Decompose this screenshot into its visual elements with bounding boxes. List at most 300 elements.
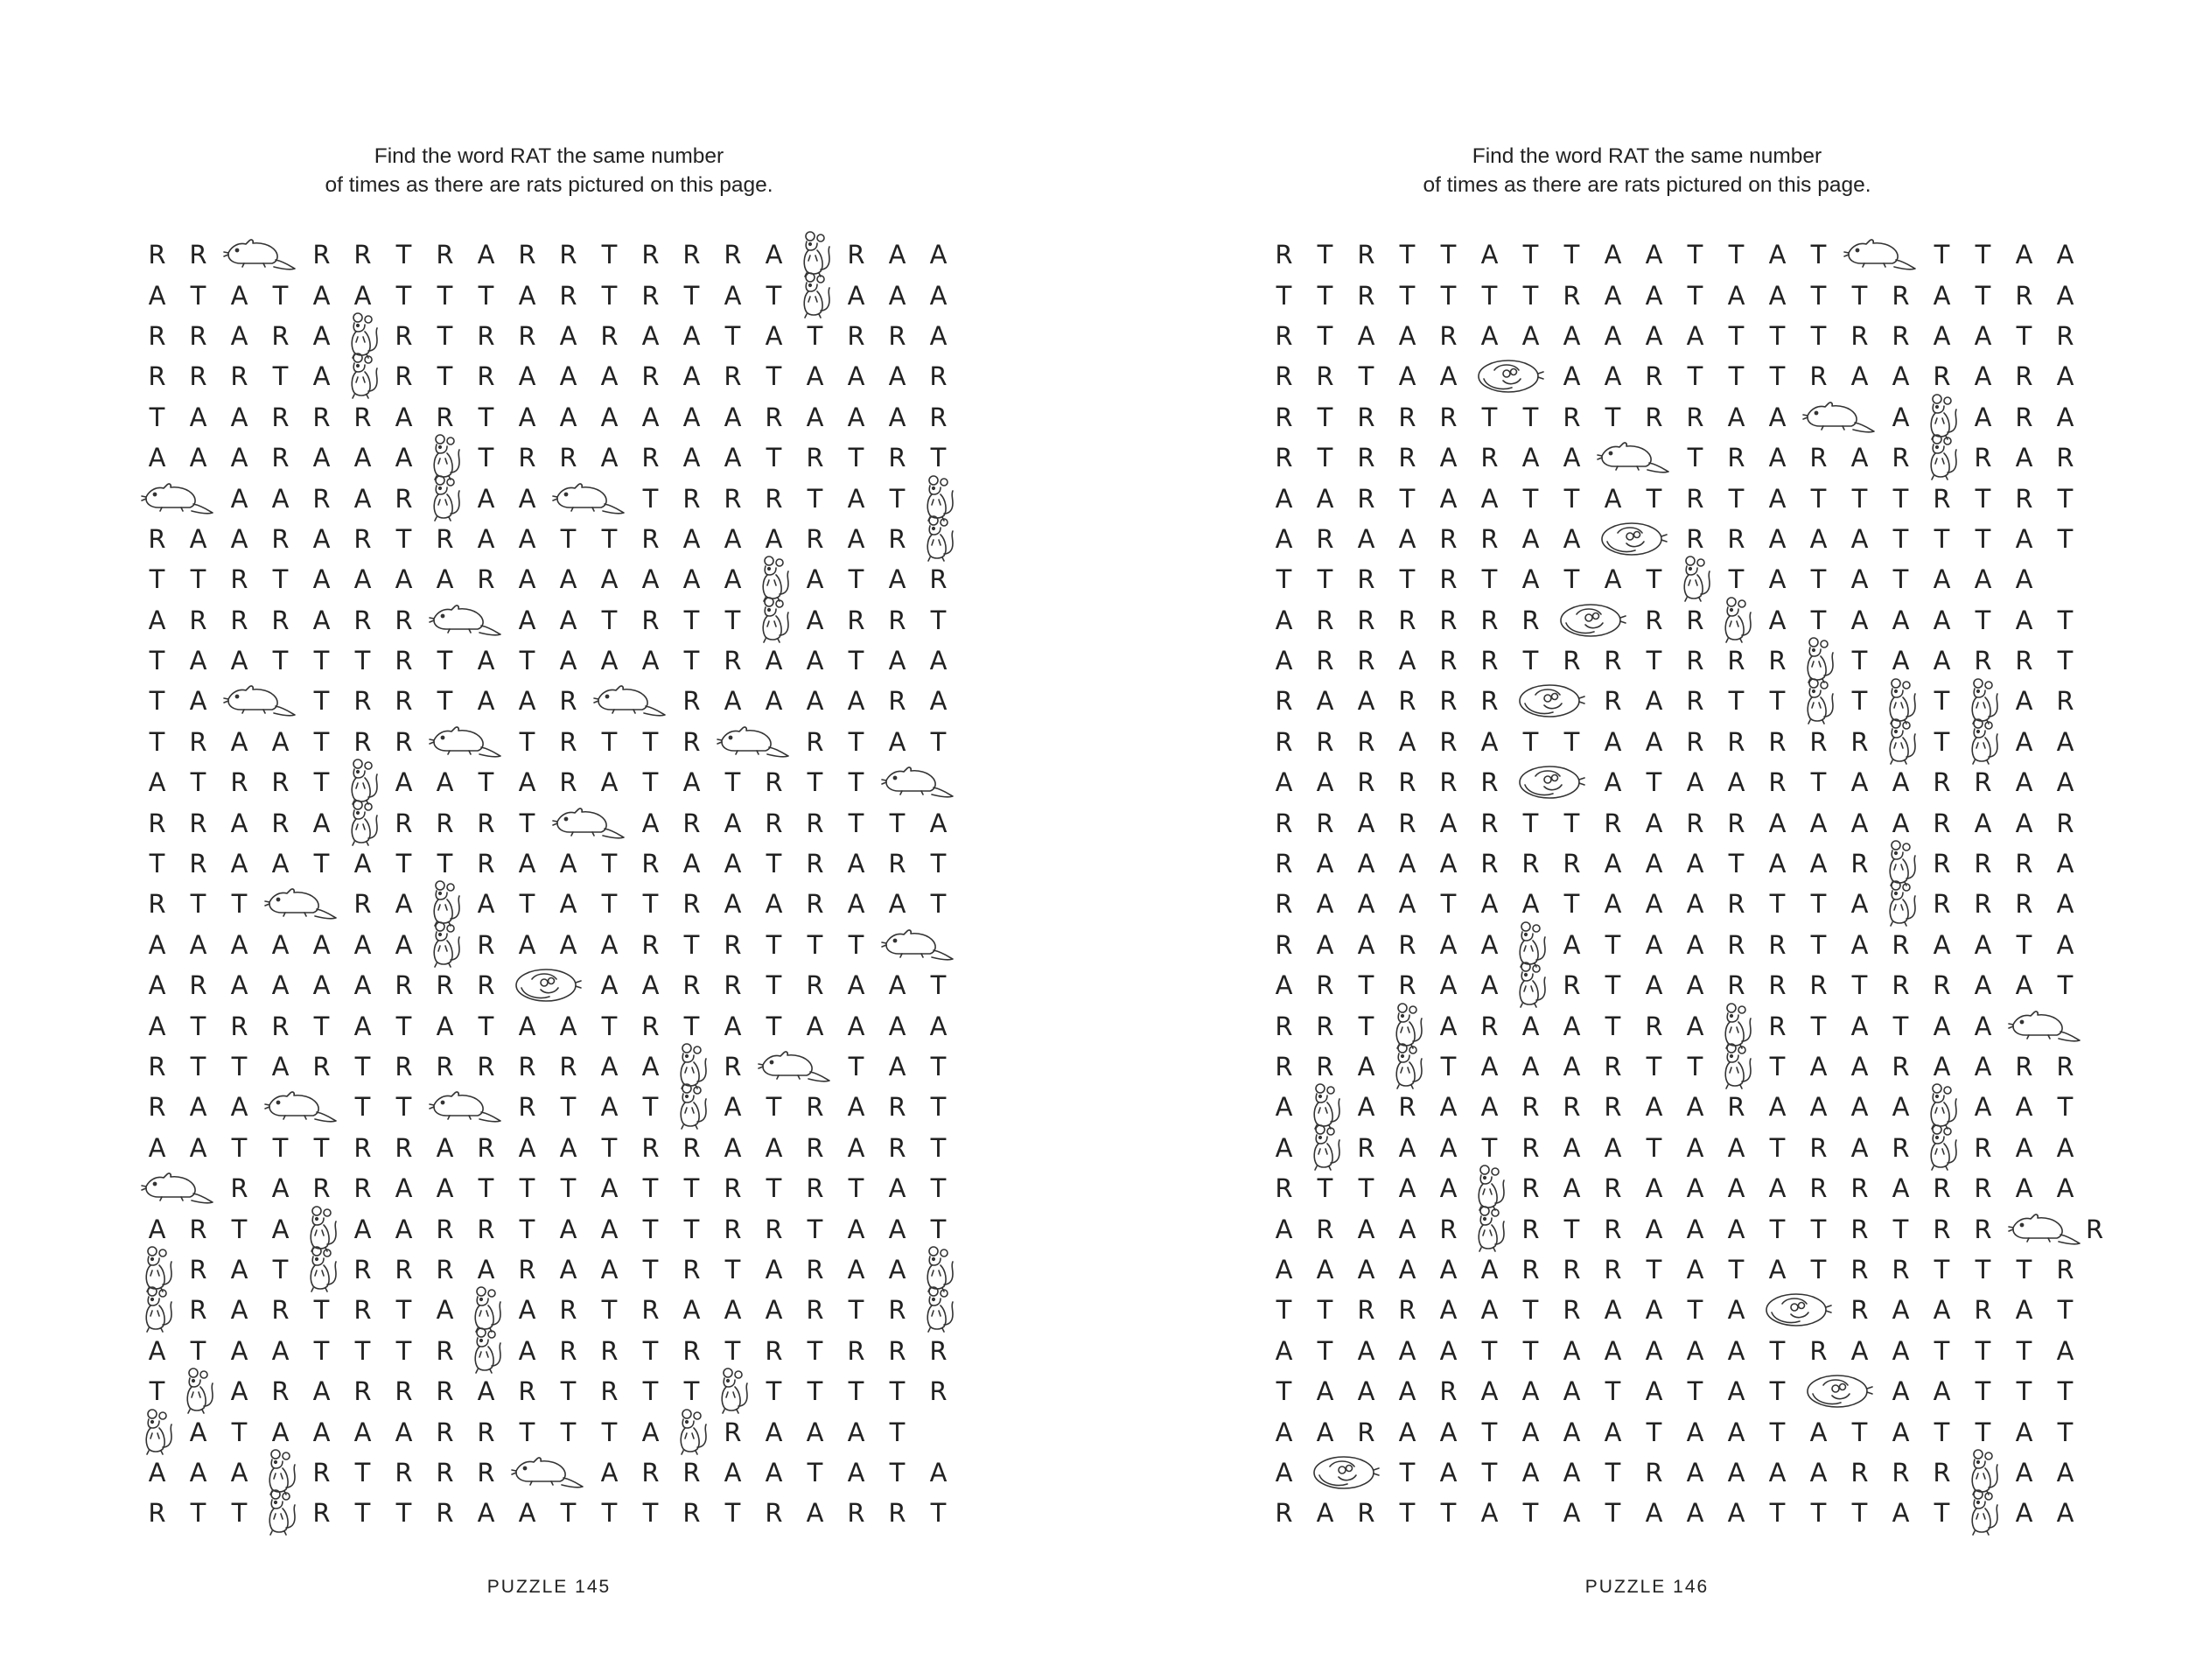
grid-letter: R — [436, 808, 454, 838]
grid-letter: T — [766, 849, 782, 879]
grid-letter: T — [190, 1011, 206, 1041]
grid-letter: A — [724, 564, 742, 595]
grid-letter: T — [1769, 686, 1786, 717]
grid-letter: T — [1810, 1498, 1827, 1529]
grid-letter: R — [1521, 849, 1540, 879]
grid-letter: R — [765, 1335, 783, 1366]
grid-letter: A — [1974, 929, 1992, 960]
grid-letter: A — [436, 1295, 454, 1326]
grid-letter: R — [230, 1173, 248, 1204]
grid-letter: R — [189, 605, 207, 635]
grid-letter: A — [1645, 1092, 1663, 1123]
grid-letter: T — [642, 1254, 659, 1284]
grid-letter: A — [1480, 929, 1499, 960]
grid-letter: A — [395, 929, 413, 960]
rat-sitting-icon — [1387, 1005, 1428, 1046]
grid-letter: A — [888, 402, 906, 432]
grid-letter: R — [477, 808, 495, 838]
grid-letter: R — [888, 443, 906, 473]
grid-letter: R — [1974, 646, 1992, 676]
grid-letter: R — [312, 483, 331, 514]
grid-letter: T — [1892, 1214, 1909, 1244]
grid-letter: A — [765, 889, 783, 920]
grid-letter: A — [641, 1417, 660, 1447]
grid-letter: R — [682, 808, 701, 838]
grid-letter: A — [929, 646, 948, 676]
grid-letter: R — [888, 1132, 906, 1163]
grid-letter: A — [1604, 1295, 1622, 1326]
grid-letter: A — [1892, 1498, 1910, 1529]
grid-letter: A — [189, 402, 207, 432]
grid-letter: A — [559, 402, 577, 432]
grid-letter: R — [1933, 808, 1951, 838]
grid-letter: A — [395, 443, 413, 473]
grid-letter: T — [1481, 402, 1498, 432]
grid-letter: R — [1686, 726, 1704, 757]
grid-letter: T — [1317, 443, 1333, 473]
grid-letter: A — [1645, 1214, 1663, 1244]
rat-sitting-icon — [1798, 681, 1839, 721]
grid-letter: A — [724, 1295, 742, 1326]
grid-letter: A — [765, 686, 783, 717]
grid-letter: R — [1316, 726, 1334, 757]
rat-sitting-icon — [918, 1250, 959, 1290]
grid-letter: R — [1974, 889, 1992, 920]
rat-sitting-icon — [1510, 965, 1551, 1005]
grid-letter: A — [436, 1132, 454, 1163]
grid-letter: T — [437, 361, 453, 392]
grid-letter: T — [1810, 1011, 1827, 1041]
grid-letter: A — [477, 483, 495, 514]
grid-letter: T — [190, 1335, 206, 1366]
grid-letter: R — [1480, 1011, 1499, 1041]
rat-sitting-icon — [671, 1046, 712, 1087]
grid-letter: R — [1439, 564, 1458, 595]
rat-running-icon — [424, 722, 507, 762]
grid-letter: T — [1728, 483, 1745, 514]
grid-letter: R — [682, 1457, 701, 1488]
grid-letter: A — [353, 849, 372, 879]
grid-letter: R — [353, 605, 372, 635]
grid-letter: R — [641, 849, 660, 879]
grid-letter: R — [559, 686, 577, 717]
grid-letter: R — [395, 605, 413, 635]
grid-letter: R — [189, 808, 207, 838]
grid-letter: R — [1563, 646, 1581, 676]
grid-letter: A — [1563, 1417, 1581, 1447]
grid-letter: A — [600, 929, 619, 960]
grid-letter: T — [807, 1214, 823, 1244]
grid-letter: A — [1398, 1254, 1416, 1284]
grid-letter: A — [271, 970, 290, 1001]
grid-letter: A — [1275, 605, 1293, 635]
grid-letter: A — [1974, 361, 1992, 392]
grid-letter: A — [682, 443, 701, 473]
grid-letter: A — [1850, 443, 1869, 473]
grid-letter: R — [559, 767, 577, 798]
grid-letter: T — [1646, 1417, 1662, 1447]
grid-letter: T — [1810, 605, 1827, 635]
grid-letter: R — [230, 1011, 248, 1041]
grid-letter: A — [1563, 1011, 1581, 1041]
grid-letter: T — [1399, 280, 1416, 311]
grid-letter: A — [518, 483, 536, 514]
grid-letter: R — [271, 443, 290, 473]
grid-letter: A — [724, 443, 742, 473]
grid-letter: R — [1275, 1173, 1293, 1204]
grid-letter: A — [1974, 402, 1992, 432]
grid-letter: R — [1809, 1173, 1828, 1204]
grid-letter: A — [271, 1052, 290, 1082]
grid-letter: A — [724, 1132, 742, 1163]
grid-letter: R — [230, 564, 248, 595]
grid-letter: A — [1933, 280, 1951, 311]
grid-letter: T — [1440, 1052, 1457, 1082]
grid-letter: R — [682, 1498, 701, 1529]
grid-letter: R — [1727, 889, 1745, 920]
grid-letter: A — [1686, 1132, 1704, 1163]
grid-letter: T — [807, 1335, 823, 1366]
grid-letter: R — [888, 523, 906, 554]
grid-letter: R — [1974, 1173, 1992, 1204]
grid-letter: T — [1975, 605, 1991, 635]
rat-running-icon — [753, 1046, 836, 1087]
grid-letter: R — [477, 1132, 495, 1163]
grid-letter: T — [313, 1011, 330, 1041]
grid-letter: T — [1440, 280, 1457, 311]
grid-letter: T — [437, 686, 453, 717]
grid-letter: A — [1439, 443, 1458, 473]
grid-letter: A — [1850, 767, 1869, 798]
grid-letter: T — [519, 808, 535, 838]
rat-sitting-icon — [712, 1371, 753, 1411]
grid-letter: T — [1687, 1052, 1703, 1082]
grid-letter: T — [1851, 1417, 1868, 1447]
grid-letter: T — [354, 1457, 371, 1488]
rat-curled-icon — [1469, 356, 1551, 396]
grid-letter: A — [1521, 1376, 1540, 1407]
grid-letter: R — [1480, 686, 1499, 717]
grid-letter: T — [930, 1498, 947, 1529]
grid-letter: T — [889, 483, 906, 514]
grid-letter: A — [1686, 1335, 1704, 1366]
grid-letter: R — [929, 564, 948, 595]
grid-letter: R — [1727, 970, 1745, 1001]
grid-letter: T — [313, 1132, 330, 1163]
grid-letter: T — [560, 1092, 577, 1123]
grid-letter: T — [889, 1376, 906, 1407]
grid-letter: R — [436, 1335, 454, 1366]
grid-letter: A — [312, 808, 331, 838]
grid-letter: A — [847, 1092, 865, 1123]
grid-letter: T — [1522, 646, 1539, 676]
grid-letter: T — [1481, 1417, 1498, 1447]
rat-sitting-icon — [918, 519, 959, 559]
grid-letter: T — [190, 564, 206, 595]
grid-letter: T — [642, 1376, 659, 1407]
grid-letter: A — [765, 320, 783, 351]
grid-letter: R — [559, 240, 577, 270]
grid-letter: T — [519, 1417, 535, 1447]
grid-letter: T — [190, 1498, 206, 1529]
grid-letter: T — [1522, 1295, 1539, 1326]
grid-letter: R — [1933, 361, 1951, 392]
grid-letter: R — [600, 1376, 619, 1407]
grid-letter: R — [1480, 849, 1499, 879]
grid-letter: A — [1850, 1335, 1869, 1366]
grid-letter: T — [1522, 280, 1539, 311]
grid-letter: R — [1892, 443, 1910, 473]
grid-letter: R — [1933, 1173, 1951, 1204]
grid-letter: T — [1769, 361, 1786, 392]
instructions-line-2: of times as there are rats pictured on this page. — [325, 173, 773, 197]
grid-letter: T — [313, 726, 330, 757]
grid-letter: A — [436, 767, 454, 798]
grid-letter: T — [231, 889, 248, 920]
grid-letter: A — [1768, 402, 1787, 432]
grid-letter: A — [1933, 320, 1951, 351]
grid-letter: R — [477, 361, 495, 392]
grid-letter: R — [1563, 402, 1581, 432]
grid-letter: T — [1358, 1011, 1374, 1041]
grid-letter: R — [312, 1173, 331, 1204]
grid-letter: T — [1728, 320, 1745, 351]
grid-letter: R — [148, 808, 166, 838]
rat-sitting-icon — [1880, 722, 1921, 762]
rat-sitting-icon — [136, 1290, 178, 1330]
grid-letter: T — [642, 1214, 659, 1244]
grid-letter: T — [1481, 564, 1498, 595]
grid-letter: A — [1357, 320, 1375, 351]
grid-letter: T — [766, 443, 782, 473]
grid-letter: A — [1439, 1011, 1458, 1041]
rat-sitting-icon — [1921, 397, 1962, 438]
rat-sitting-icon — [1962, 722, 2004, 762]
grid-letter: T — [766, 929, 782, 960]
rat-sitting-icon — [1921, 1128, 1962, 1168]
grid-letter: R — [1768, 726, 1787, 757]
grid-letter: R — [1563, 1254, 1581, 1284]
grid-letter: T — [930, 1173, 947, 1204]
grid-letter: R — [1357, 646, 1375, 676]
grid-letter: A — [1357, 1335, 1375, 1366]
grid-letter: R — [1727, 1092, 1745, 1123]
grid-letter: R — [1275, 443, 1293, 473]
grid-letter: A — [518, 523, 536, 554]
grid-letter: R — [765, 1214, 783, 1244]
grid-letter: A — [1645, 280, 1663, 311]
grid-letter: R — [271, 605, 290, 635]
grid-letter: A — [395, 1214, 413, 1244]
grid-letter: T — [642, 1092, 659, 1123]
grid-letter: T — [601, 1132, 618, 1163]
grid-letter: A — [1809, 849, 1828, 879]
rat-curled-icon — [1510, 681, 1592, 721]
grid-letter: A — [2015, 1132, 2033, 1163]
word-search-grid — [136, 234, 959, 1534]
grid-letter: A — [888, 564, 906, 595]
rat-sitting-icon — [753, 559, 794, 599]
grid-letter: A — [1563, 320, 1581, 351]
grid-letter: T — [1934, 726, 1950, 757]
grid-letter: A — [1850, 564, 1869, 595]
grid-letter: T — [848, 1295, 864, 1326]
grid-letter: R — [189, 1214, 207, 1244]
grid-letter: R — [1933, 889, 1951, 920]
grid-letter: T — [1892, 564, 1909, 595]
grid-letter: T — [519, 1214, 535, 1244]
grid-letter: A — [189, 646, 207, 676]
grid-letter: R — [477, 1457, 495, 1488]
grid-letter: R — [1974, 767, 1992, 798]
grid-letter: T — [1769, 320, 1786, 351]
grid-letter: A — [1398, 849, 1416, 879]
grid-letter: T — [1481, 1335, 1498, 1366]
grid-letter: R — [1480, 443, 1499, 473]
rat-running-icon — [136, 1168, 219, 1208]
grid-letter: R — [1933, 1214, 1951, 1244]
grid-letter: A — [847, 1417, 865, 1447]
grid-letter: R — [559, 443, 577, 473]
grid-letter: T — [1934, 1254, 1950, 1284]
grid-letter: R — [518, 320, 536, 351]
grid-letter: A — [2015, 726, 2033, 757]
grid-letter: R — [1892, 280, 1910, 311]
grid-letter: R — [1398, 402, 1416, 432]
grid-letter: R — [1275, 1011, 1293, 1041]
grid-letter: A — [312, 970, 331, 1001]
grid-letter: A — [1439, 1335, 1458, 1366]
grid-letter: A — [806, 686, 824, 717]
grid-letter: A — [1398, 1335, 1416, 1366]
rat-sitting-icon — [136, 1411, 178, 1452]
grid-letter: R — [1768, 929, 1787, 960]
grid-letter: A — [1686, 970, 1704, 1001]
grid-letter: A — [518, 929, 536, 960]
grid-letter: A — [1398, 320, 1416, 351]
grid-letter: T — [149, 564, 165, 595]
grid-letter: A — [1604, 280, 1622, 311]
grid-letter: R — [1439, 523, 1458, 554]
grid-letter: A — [1892, 361, 1910, 392]
grid-letter: R — [847, 1335, 865, 1366]
grid-letter: A — [559, 1132, 577, 1163]
grid-letter: R — [1316, 808, 1334, 838]
grid-letter: R — [1645, 402, 1663, 432]
grid-letter: A — [1439, 1092, 1458, 1123]
grid-letter: A — [1604, 320, 1622, 351]
grid-letter: R — [559, 1335, 577, 1366]
rat-sitting-icon — [1510, 925, 1551, 965]
grid-letter: R — [353, 686, 372, 717]
grid-letter: R — [1768, 646, 1787, 676]
grid-letter: A — [929, 280, 948, 311]
grid-letter: A — [1645, 808, 1663, 838]
grid-letter: R — [2015, 361, 2033, 392]
grid-letter: A — [929, 320, 948, 351]
grid-letter: A — [1398, 1376, 1416, 1407]
grid-letter: A — [806, 605, 824, 635]
grid-letter: R — [2015, 402, 2033, 432]
grid-letter: A — [1892, 808, 1910, 838]
grid-letter: A — [2056, 1132, 2074, 1163]
grid-letter: A — [189, 1092, 207, 1123]
grid-letter: A — [559, 849, 577, 879]
grid-letter: T — [1440, 240, 1457, 270]
grid-letter: R — [1563, 970, 1581, 1001]
grid-letter: A — [189, 443, 207, 473]
grid-letter: A — [1768, 523, 1787, 554]
grid-letter: A — [1316, 686, 1334, 717]
grid-letter: R — [189, 240, 207, 270]
grid-letter: A — [1933, 564, 1951, 595]
grid-letter: R — [1892, 1132, 1910, 1163]
grid-letter: R — [847, 605, 865, 635]
grid-letter: R — [682, 686, 701, 717]
grid-letter: R — [929, 1335, 948, 1366]
grid-letter: A — [600, 1173, 619, 1204]
grid-letter: R — [724, 970, 742, 1001]
rat-sitting-icon — [342, 802, 383, 843]
grid-letter: A — [888, 726, 906, 757]
grid-letter: A — [2015, 1092, 2033, 1123]
grid-letter: A — [600, 564, 619, 595]
grid-letter: A — [1275, 1132, 1293, 1163]
grid-letter: R — [271, 1011, 290, 1041]
grid-letter: T — [766, 361, 782, 392]
grid-letter: A — [765, 240, 783, 270]
grid-letter: T — [1646, 767, 1662, 798]
grid-letter: R — [1645, 605, 1663, 635]
grid-letter: R — [1398, 808, 1416, 838]
grid-letter: T — [149, 402, 165, 432]
grid-letter: T — [1563, 483, 1580, 514]
grid-letter: R — [682, 1335, 701, 1366]
grid-letter: R — [1974, 443, 1992, 473]
grid-letter: T — [1728, 1254, 1745, 1284]
grid-letter: T — [1481, 280, 1498, 311]
grid-letter: A — [1727, 1295, 1745, 1326]
grid-letter: T — [1851, 686, 1868, 717]
grid-letter: A — [1645, 929, 1663, 960]
grid-letter: T — [354, 1052, 371, 1082]
rat-sitting-icon — [1675, 559, 1716, 599]
grid-letter: T — [1276, 1295, 1292, 1326]
grid-letter: T — [1810, 564, 1827, 595]
grid-letter: T — [1522, 402, 1539, 432]
grid-letter: R — [353, 1376, 372, 1407]
grid-letter: T — [724, 767, 741, 798]
grid-letter: A — [1892, 1417, 1910, 1447]
grid-letter: A — [477, 1376, 495, 1407]
grid-letter: R — [1316, 970, 1334, 1001]
grid-letter: T — [601, 889, 618, 920]
grid-letter: T — [2057, 1417, 2074, 1447]
grid-letter: T — [231, 1132, 248, 1163]
grid-letter: A — [559, 1011, 577, 1041]
grid-letter: A — [2056, 240, 2074, 270]
grid-letter: R — [1275, 808, 1293, 838]
grid-letter: A — [1275, 483, 1293, 514]
grid-letter: T — [1769, 1417, 1786, 1447]
grid-letter: R — [395, 1376, 413, 1407]
grid-letter: A — [1357, 1214, 1375, 1244]
grid-letter: A — [1357, 929, 1375, 960]
grid-letter: T — [1605, 402, 1621, 432]
rat-sitting-icon — [1880, 681, 1921, 721]
grid-letter: T — [683, 1173, 700, 1204]
grid-letter: A — [353, 280, 372, 311]
